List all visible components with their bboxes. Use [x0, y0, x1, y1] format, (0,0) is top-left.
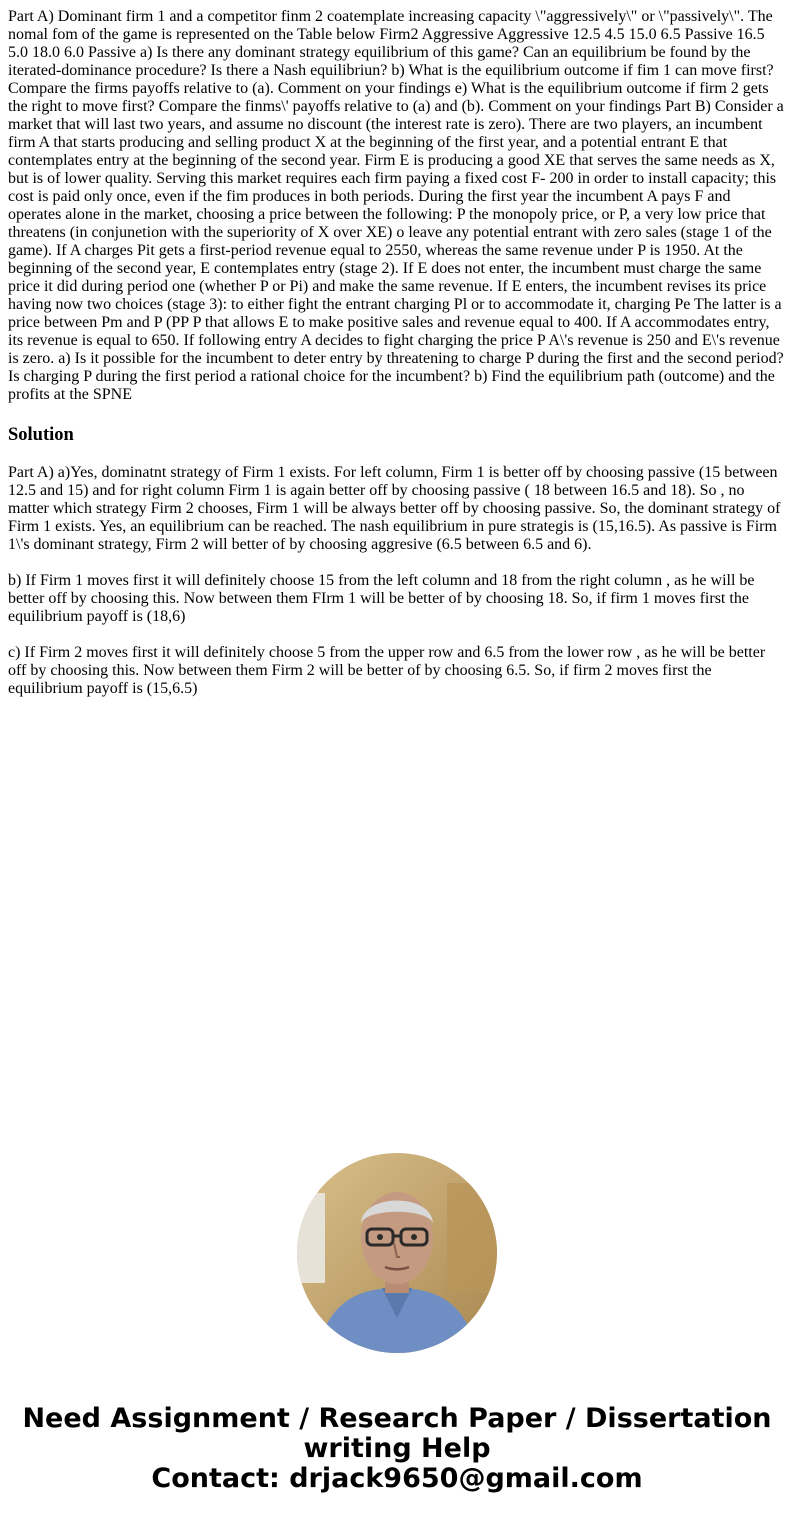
footer-contact-line: Contact: drjack9650@gmail.com: [151, 1463, 643, 1494]
person-photo-icon: [297, 1153, 497, 1353]
solution-heading: Solution: [8, 425, 74, 445]
answer-paragraph-c: c) If Firm 2 moves first it will definitely choose 5 from the upper row and 6.5 from the lower row , as he will be better off by choosing this. Now between them Firm 2 will be better of by choosing 6.5. So, if firm 2 moves first the equilibrium payoff is (15,6.5): [8, 644, 766, 697]
document-body: [8, 0, 786, 698]
footer-line-1: Need Assignment / Research Paper / Dissertation: [22, 1403, 772, 1434]
author-avatar: [297, 1153, 497, 1353]
contact-footer: [0, 1404, 794, 1494]
answer-paragraph-b: b) If Firm 1 moves first it will definitely choose 15 from the left column and 18 from the right column , as he will be better off by choosing this. Now between them FIrm 1 will be better of by choosing 18. So, if firm 1 moves first the equilibrium payoff is (18,6): [8, 572, 755, 625]
answer-paragraph-a: Part A) a)Yes, dominatnt strategy of Firm 1 exists. For left column, Firm 1 is better off by choosing passive (15 between 12.5 and 15) and for right column Firm 1 is again better off by choosing passive ( 18 between 16.5 and 18). So , no matter which strategy Firm 2 chooses, Firm 1 will be always better off by choosing passive. So, the dominant strategy of Firm 1 exists. Yes, an equilibrium can be reached. The nash equilibrium in pure strategis is (15,16.5). As passive is Firm 1\'s dominant strategy, Firm 2 will better of by choosing aggresive (6.5 between 6.5 and 6).: [8, 464, 781, 553]
question-text: Part A) Dominant firm 1 and a competitor finm 2 coatemplate increasing capacity \"aggressively\" or \"passively\". The nomal fom of the game is represented on the Table below Firm2 Aggressive Aggressive 12.5 4.5 15.0 6.5 Passive 16.5 5.0 18.0 6.0 Passive a) Is there any dominant strategy equilibrium of this game? Can an equilibrium be found by the iterated-dominance procedure? Is there a Nash equilibriun? b) What is the equilibrium outcome if fim 1 can move first? Compare the firms payoffs relative to (a). Comment on your findings e) What is the equilibrium outcome if firm 2 gets the right to move first? Compare the finms\' payoffs relative to (a) and (b). Comment on your findings Part B) Consider a market that will last two years, and assume no discount (the interest rate is zero). There are two players, an incumbent firm A that starts producing and selling product X at the beginning of the first year, and a potential entrant E that contemplates entry at the beginning of the second year. Firm E is producing a good XE that serves the same needs as X, but is of lower quality. Serving this market requires each firm paying a fixed cost F- 200 in order to install capacity; this cost is paid only once, even if the fim produces in both periods. During the first year the incumbent A pays F and operates alone in the market, choosing a price between the following: P the monopoly price, or P, a very low price that threatens (in conjunetion with the superiority of X over XE) o leave any potential entrant with zero sales (stage 1 of the game). If A charges Pit gets a first-period revenue equal to 2550, whereas the same revenue under P is 1950. At the beginning of the second year, E contemplates entry (stage 2). If E does not enter, the incumbent must charge the same price it did during period one (whether P or Pi) and make the same revenue. If E enters, the incumbent revises its price having now two choices (stage 3): to either fight the entrant charging Pl or to accommodate it, charging Pe The latter is a price between Pm and P (PP P that allows E to make positive sales and revenue equal to 400. If A accommodates entry, its revenue is equal to 650. If following entry A decides to fight charging the price P A\'s revenue is 250 and E\'s revenue is zero. a) Is it possible for the incumbent to deter entry by threatening to charge P during the first and the second period? Is charging P during the first period a rational choice for the incumbent? b) Find the equilibrium path (outcome) and the profits at the SPNE: [8, 8, 784, 403]
footer-line-2: writing Help: [303, 1433, 491, 1464]
